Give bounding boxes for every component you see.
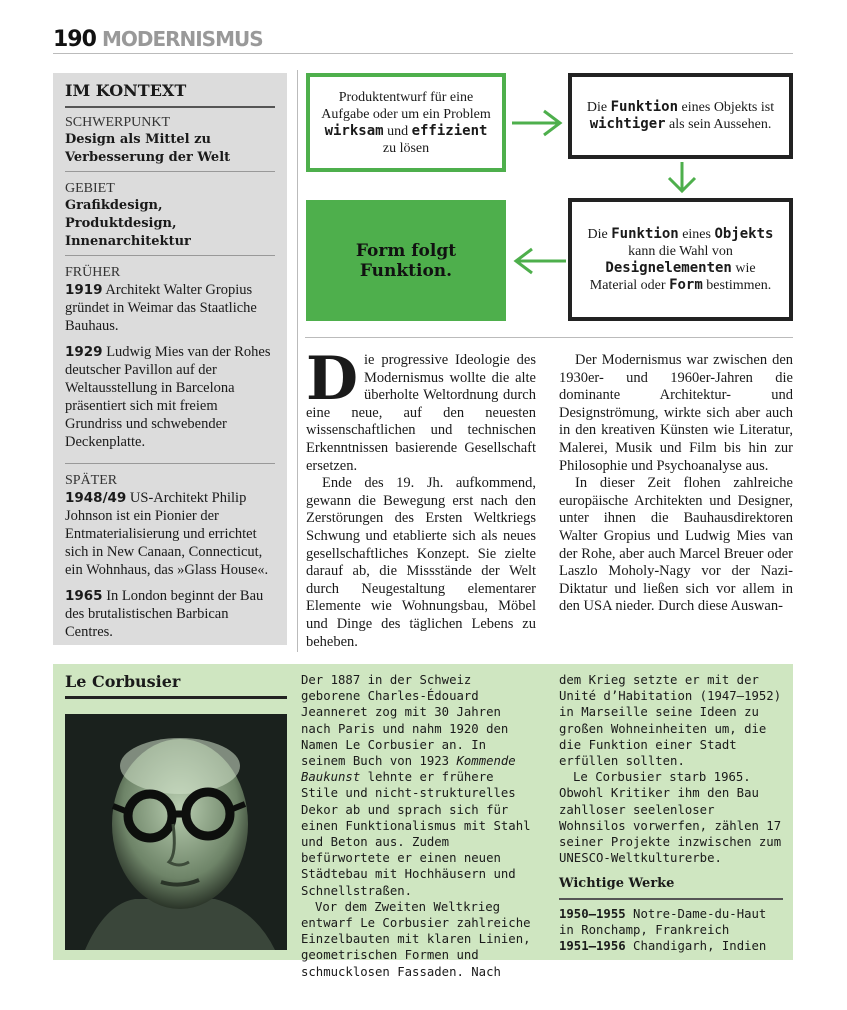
timeline-entry: 1929 Ludwig Mies van der Rohes deutscher Pavillon auf der Weltausstellung in Barcelona präsentiert sich mit freiem Grundriss und schwebender Deckenplatte. — [65, 344, 271, 450]
corbusier-title: Le Corbusier — [65, 672, 287, 699]
earlier-label: FRÜHER — [65, 265, 121, 280]
field-value: Grafikdesign, Produktdesign, Innenarchitektur — [65, 198, 191, 249]
page-number: 190 — [53, 27, 96, 52]
context-focus — [65, 114, 275, 172]
arrow-right-icon — [510, 108, 566, 138]
arrow-left-icon — [510, 246, 568, 276]
drop-cap: D — [306, 344, 359, 414]
diagram-result-box — [306, 200, 506, 321]
later-label: SPÄTER — [65, 473, 118, 488]
works-item: 1951–1956 Chandigarh, Indien — [559, 939, 767, 954]
body-paragraph: Die progressive Ideologie des Modernismus wollte die alte überholte Weltordnung durch eine neue, auf den neuesten wissenschaftlichen und technischen Erkenntnissen basierende Gesellschaft ersetzen. — [306, 344, 536, 474]
body-paragraph: Der Modernismus war zwischen den 1930er- und 1960er-Jahren die dominante Architektur- und Designströmung, wirkte sich aber auch in den kreativen Künsten wie Literatur, Malerei, Musik und Film bis hin zur Philosophie und Psychoanalyse aus. — [559, 352, 793, 474]
focus-label: SCHWERPUNKT — [65, 115, 171, 130]
context-earlier — [65, 264, 275, 464]
portrait-illustration — [65, 714, 287, 950]
context-field — [65, 180, 275, 256]
page-header — [53, 27, 793, 54]
body-column-2 — [559, 352, 793, 616]
corbusier-column-1 — [301, 672, 533, 980]
works-title: Wichtige Werke — [559, 876, 783, 899]
context-title: IM KONTEXT — [65, 81, 275, 108]
focus-value: Design als Mittel zu Verbesserung der Welt — [65, 132, 231, 165]
context-sidebar — [53, 73, 287, 645]
field-label: GEBIET — [65, 181, 115, 196]
diagram-divider — [305, 337, 793, 338]
arrow-down-icon — [664, 160, 700, 196]
bio-paragraph: Le Corbusier starb 1965. Obwohl Kritiker ihm den Bau zahlloser seelenloser Wohnsilos vorwerfen, zählen 17 seiner Projekte inzwischen zum UNESCO-Weltkulturerbe. — [559, 770, 782, 866]
works-item: 1950–1955 Notre-Dame-du-Haut in Ronchamp, Frankreich — [559, 906, 767, 937]
timeline-entry: 1965 In London beginnt der Bau des brutalistischen Barbican Centres. — [65, 588, 264, 640]
column-divider — [297, 70, 298, 652]
timeline-entry: 1948/49 US-Architekt Philip Johnson ist ein Pionier der Entmaterialisierung und errichtet sich in New Canaan, Connecticut, ein Wohnhaus, das »Glass House«. — [65, 490, 269, 578]
diagram-box-problem: Produktentwurf für eine Aufgabe oder um ein Problem wirksam und effizient zu lösen — [306, 73, 506, 172]
body-paragraph: Ende des 19. Jh. aufkommend, gewann die Bewegung erst nach den Zerstörungen des Ersten Weltkriegs Schwung und etablierte sich als neues gesellschaftliches Konzept. Sie zielte darauf ab, die Missstände der Welt durch Neugestaltung elementarer Elemente wie Wohnungsbau, Möbel und Dinge des täglichen Lebens zu beheben. — [306, 475, 536, 650]
diagram-box-design: Die Funktion eines Objekts kann die Wahl von Designelementen wie Material oder Form bestimmen. — [568, 198, 793, 321]
body-paragraph: In dieser Zeit flohen zahlreiche europäische Architekten und Designer, unter ihnen die Bauhausdirektoren Walter Gropius und Ludwig Mies van der Rohe, aber auch Marcel Breuer oder Laszlo Moholy-Nagy vor der Nazi-Diktatur und ließen sich vor allem in den USA nieder. Durch diese Auswan- — [559, 475, 793, 615]
context-later — [65, 472, 275, 641]
diagram-box-function: Die Funktion eines Objekts ist wichtiger als sein Aussehen. — [568, 73, 793, 159]
bio-paragraph: dem Krieg setzte er mit der Unité d’Habitation (1947–1952) in Marseille seine Ideen zu großen Wohneinheiten um, die die Funktion einer Stadt erfüllen sollten. — [559, 673, 782, 769]
bio-paragraph: Vor dem Zweiten Weltkrieg entwarf Le Corbusier zahlreiche Einzelbauten mit klaren Linien, geometrischen Formen und schmucklosen Fassaden. Nach — [301, 899, 531, 979]
body-column-1 — [306, 344, 536, 651]
timeline-entry: 1919 Architekt Walter Gropius gründet in Weimar das Staatliche Bauhaus. — [65, 282, 257, 334]
book-title: Kommende Baukunst — [301, 754, 516, 785]
portrait-photo — [65, 714, 287, 950]
result-text: Form folgt Funktion. — [355, 240, 457, 281]
le-corbusier-box — [53, 664, 793, 979]
section-title: MODERNISMUS — [101, 27, 263, 51]
corbusier-column-2 — [559, 672, 783, 954]
bio-paragraph: Der 1887 in der Schweiz geborene Charles-Édouard Jeanneret zog mit 30 Jahren nach Paris und nahm 1920 den Namen Le Corbusier an. In seinem Buch von 1923 Kommende Baukunst lehnte er frühere Stile und nicht-strukturelles Dekor ab und sprach sich für einen Funktionalismus mit Stahl und Beton aus. Zudem befürwortete er einen neuen Städtebau mit Hochhäusern und Schnellstraßen. — [301, 673, 531, 898]
